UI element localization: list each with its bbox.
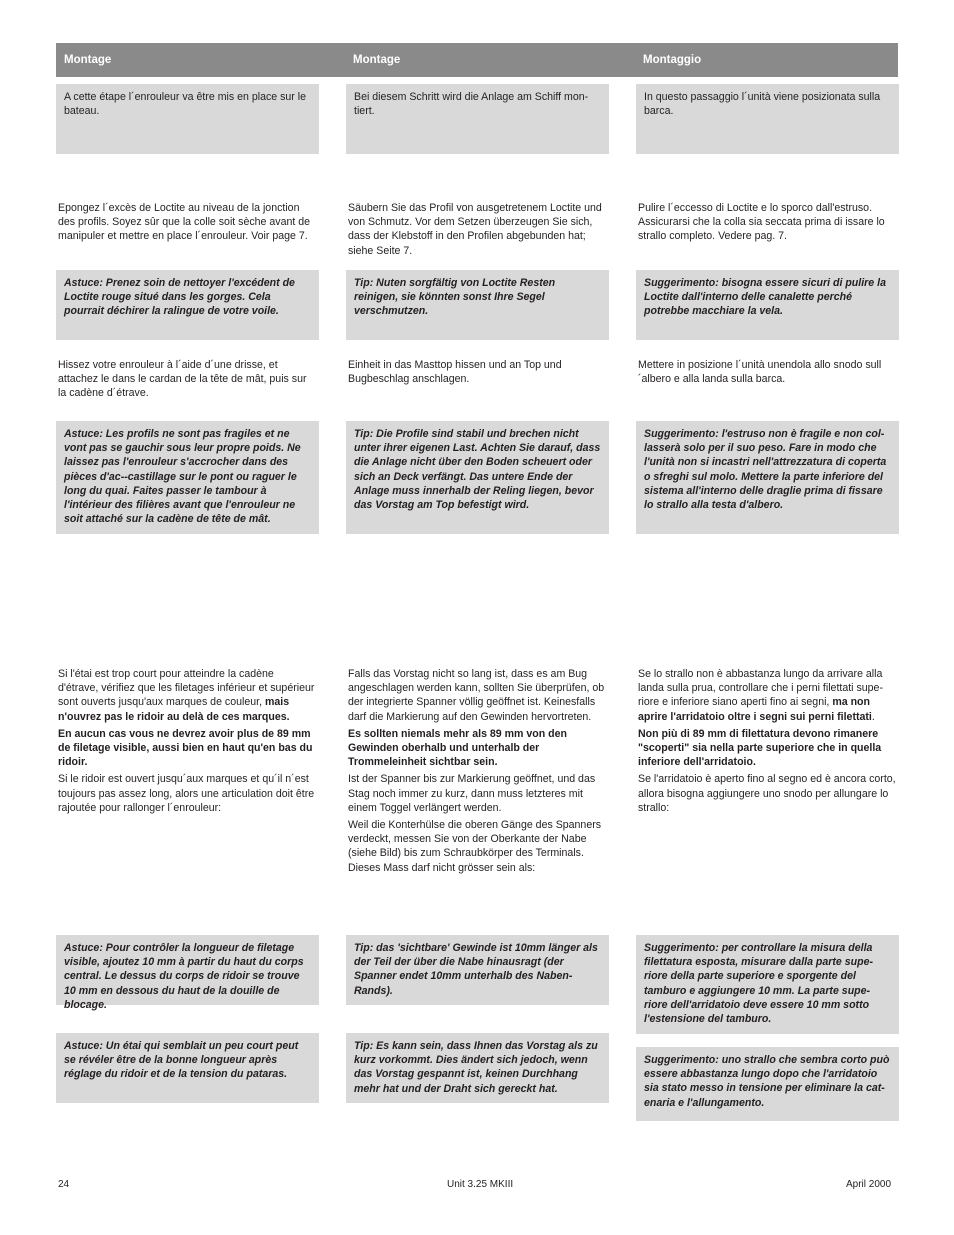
tip3-box-italian: [636, 935, 899, 1034]
short-de-para1: Falls das Vorstag nicht so lang ist, dass es am Bug angeschlagen werden kann, sollten Sie überprüfen, ob der integrierte Spanner völlig geöffnet ist. Keinesfalls darf die Markierung auf den Gewinden hervortreten.: [348, 668, 605, 723]
short-de-para3: Ist der Spanner bis zur Markierung geöffnet, und das Stag noch immer zu kurz, dann muss letzteres mit einem Toggel verlängert werden.: [348, 773, 596, 814]
short-it-p1c: .: [871, 710, 875, 723]
loctite-text-french: Epongez l´excès de Loctite au niveau de la jonction des profils. Soyez sûr que la colle soit sèche avant de manipuler et mettre en place l´enrouleur. Voir page 7.: [58, 202, 311, 243]
section-header-bar: [56, 43, 898, 77]
tip1-text-german: Tip: Nuten sorgfältig von Loctite Resten reinigen, sie könnten sonst Ihre Segel verschmutzen.: [354, 277, 556, 318]
tip2-text-french: Astuce: Les profils ne sont pas fragiles et ne vont pas se gauchir sous leur propre poids. Ne laissez pas l'enrouleur s'accrocher dans des pièces d'ac--castillage sur le pont ou raguer le long du quai. Faites passer le tambour à l'intérieur des filières avant que l'enrouleur ne soit attaché sur la cadène de tête de mât.: [64, 428, 301, 526]
short-fr-p1a: Si l'étai est trop court pour atteindre la cadène d'étrave, vérifiez que les filetages inférieur et supérieur sont ouverts jusqu'aux marques de couleur,: [58, 668, 315, 709]
loctite-text-italian: Pulire l´eccesso di Loctite e lo sporco dall'estruso. Assicurarsi che la colla sia seccata prima di issare lo strallo completo. Vedere pag. 7.: [638, 202, 885, 243]
tip3-text-french: Astuce: Pour contrôler la longueur de filetage visible, ajoutez 10 mm à partir du haut du corps central. Le dessus du corps de ridoir se trouve 10 mm en dessous du haut de la douille de blocage.: [64, 942, 304, 1011]
tip4-box-german: [346, 1033, 609, 1103]
tip3-text-italian: Suggerimento: per controllare la misura della filettatura esposta, misurare dalla parte supe-riore della parte superiore e sporgente del tamburo e aggiungere 10 mm. La parte supe-riore dell'arridatoio deve essere 10 mm sotto l'estensione del tamburo.: [644, 942, 874, 1026]
tip4-box-french: [56, 1033, 319, 1103]
hoist-text-italian: Mettere in posizione l´unità unendola allo snodo sull´albero e alla landa sulla barca.: [638, 359, 882, 386]
tip2-box-german: [346, 421, 609, 534]
tip1-box-french: [56, 270, 319, 340]
tip3-box-french: [56, 935, 319, 1011]
publication-date: April 2000: [846, 1179, 892, 1190]
tip1-box-german: [346, 270, 609, 340]
page-number: 24: [58, 1179, 70, 1190]
short-de-para2: Es sollten niemals mehr als 89 mm von den Gewinden oberhalb und unterhalb der Trommeleinheit sichtbar sein.: [348, 727, 568, 769]
tip2-text-german: Tip: Die Profile sind stabil und brechen nicht unter ihrer eigenen Last. Achten Sie darauf, dass die Anlage nicht über den Boden scheuert oder sich an Deck verfängt. Das untere Ende der Anlage muss innerhalb der Reling liegen, bevor das Vorstag am Top befestigt wird.: [354, 428, 601, 512]
header-german: Montage: [353, 54, 401, 66]
product-name: Unit 3.25 MKIII: [447, 1179, 514, 1190]
short-stay-text-german: [346, 667, 609, 878]
tip3-text-german: Tip: das 'sichtbare' Gewinde ist 10mm länger als der Teil der über die Nabe hinausragt (der Spanner endet 10mm unterhalb des Naben-Rands).: [354, 942, 598, 997]
loctite-text-german: Säubern Sie das Profil von ausgetretenem Loctite und von Schmutz. Vor dem Setzen überzeugen Sie sich, dass der Klebstoff in den Profilen abgebunden hat; siehe Seite 7.: [348, 202, 602, 257]
tip1-box-italian: [636, 270, 899, 340]
intro-text-german: Bei diesem Schritt wird die Anlage am Schiff mon-tiert.: [354, 91, 589, 118]
intro-box-italian: [636, 84, 899, 154]
short-de-para4: Weil die Konterhülse die oberen Gänge des Spanners verdeckt, messen Sie von der Oberkante der Nabe (siehe Bild) bis zum Schraubkörper des Terminals. Dieses Mass darf nicht grösser sein als:: [348, 819, 602, 874]
tip4-box-italian: [636, 1047, 899, 1121]
short-it-p1a: Se lo strallo non è abbastanza lungo da arrivare alla landa sulla prua, controllare che i perni filettati supe-riore e inferiore siano aperti fino ai segni,: [638, 668, 883, 709]
intro-text-french: A cette étape l´enrouleur va être mis en place sur le bateau.: [64, 91, 307, 118]
tip1-text-italian: Suggerimento: bisogna essere sicuri di pulire la Loctite dall'interno delle canalette perché potrebbe macchiare la vela.: [644, 277, 886, 318]
tip4-text-french: Astuce: Un étai qui semblait un peu court peut se révéler être de la bonne longueur après réglage du ridoir et de la tension du pataras.: [64, 1040, 299, 1081]
header-italian: Montaggio: [643, 54, 702, 66]
short-it-p1b: ma non aprire l'arridatoio oltre i segni sui perni filettati: [638, 696, 872, 723]
intro-box-german: [346, 84, 609, 154]
tip2-box-italian: [636, 421, 899, 534]
short-it-para1: [638, 667, 897, 724]
intro-text-italian: In questo passaggio l´unità viene posizionata sulla barca.: [644, 91, 881, 118]
short-stay-text-french: [56, 667, 319, 818]
hoist-text-german: Einheit in das Masttop hissen und an Top und Bugbeschlag anschlagen.: [348, 359, 562, 386]
short-fr-para2: En aucun cas vous ne devrez avoir plus de 89 mm de filetage visible, aussi bien en haut qu'en bas du ridoir.: [58, 727, 313, 769]
intro-box-french: [56, 84, 319, 154]
tip2-text-italian: Suggerimento: l'estruso non è fragile e non col-lasserà solo per il suo peso. Fare in modo che l'unità non si incastri nell'attrezzatura di coperta o sfreghi sul molo. Mettere la parte inferiore del sistema all'interno delle draglie prima di fissare lo strallo alla testa d'albero.: [644, 428, 887, 512]
short-fr-p1b: mais n'ouvrez pas le ridoir au delà de ces marques.: [58, 696, 290, 723]
tip1-text-french: Astuce: Prenez soin de nettoyer l'excédent de Loctite rouge situé dans les gorges. Cela pourrait déchirer la ralingue de votre voile.: [64, 277, 295, 318]
hoist-text-french: Hissez votre enrouleur à l´aide d´une drisse, et attachez le dans le cardan de la tête de mât, puis sur la cadène d´étrave.: [58, 359, 307, 400]
short-fr-para3: Si le ridoir est ouvert jusqu´aux marques et qu´il n´est toujours pas assez long, alors une articulation doit être rajoutée pour rallonger l´enrouleur:: [58, 773, 315, 814]
short-fr-para1: [58, 667, 317, 724]
header-french: Montage: [64, 54, 112, 66]
tip2-box-french: [56, 421, 319, 534]
tip3-box-german: [346, 935, 609, 1005]
short-it-para3: Se l'arridatoio è aperto fino al segno ed è ancora corto, allora bisogna aggiungere uno snodo per allungare lo strallo:: [638, 773, 896, 814]
short-stay-text-italian: [636, 667, 899, 818]
short-it-para2: Non più di 89 mm di filettatura devono rimanere "scoperti" sia nella parte superiore che in quella inferiore dell'arridatoio.: [638, 727, 882, 769]
tip4-text-italian: Suggerimento: uno strallo che sembra corto può essere abbastanza lungo dopo che l'arridatoio sia stato messo in tensione per eliminare la cat-enaria e l'allungamento.: [644, 1054, 890, 1109]
tip4-text-german: Tip: Es kann sein, dass Ihnen das Vorstag als zu kurz vorkommt. Dies ändert sich jedoch, wenn das Vorstag gespannt ist, keinen Durchhang mehr hat und der Draht sich gereckt hat.: [354, 1040, 598, 1095]
